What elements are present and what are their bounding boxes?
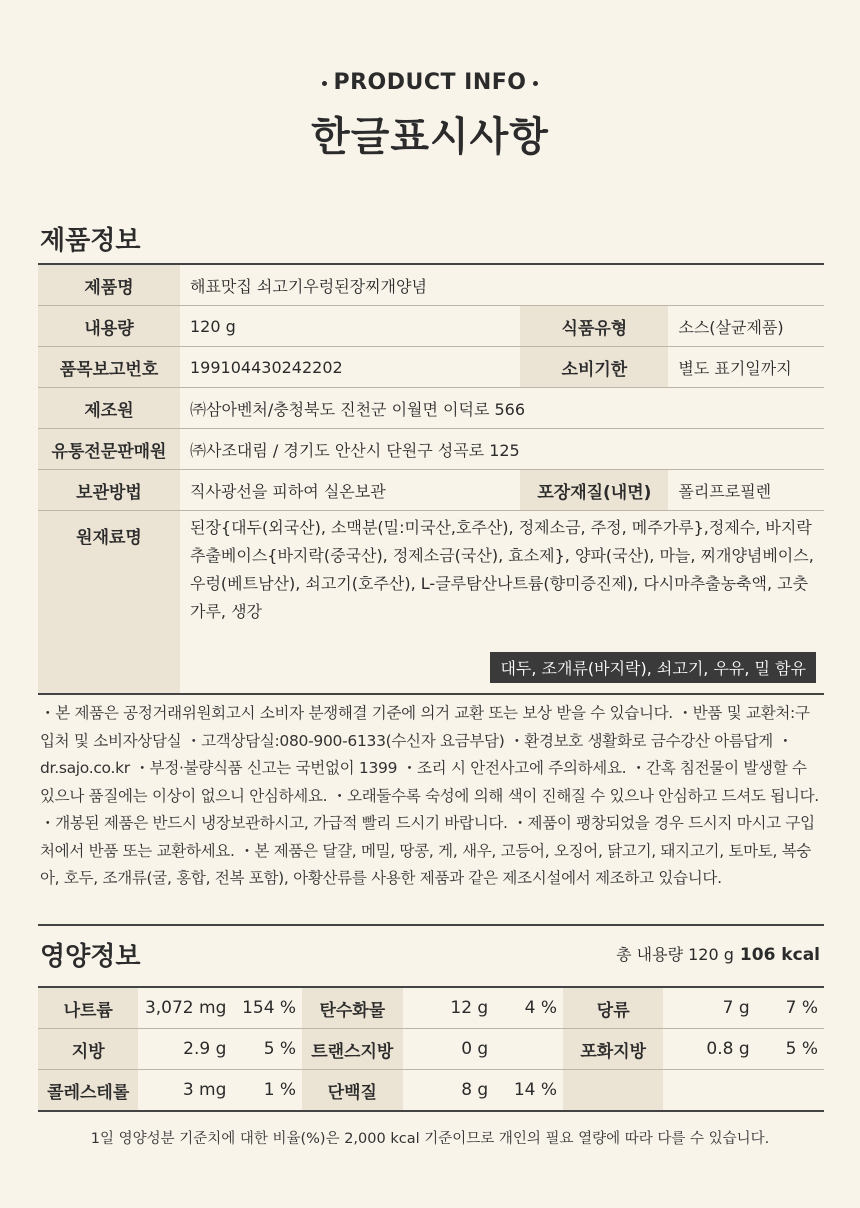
- distributor-value: ㈜사조대림 / 경기도 안산시 단원구 성곡로 125: [180, 429, 824, 470]
- nutrient-label: 단백질: [302, 1070, 402, 1112]
- nutrient-value: [663, 1070, 755, 1112]
- table-row: [38, 429, 824, 470]
- table-row: [38, 511, 824, 695]
- dot-icon: [533, 81, 538, 86]
- maker-label: 제조원: [38, 388, 180, 429]
- nutrition-table: [38, 986, 824, 1112]
- eyebrow-text: PRODUCT INFO: [333, 70, 527, 95]
- ingredients-value: 된장{대두(외국산), 소맥분(밀:미국산,호주산), 정제소금, 주정, 메주가루},정제수, 바지락추출베이스{바지락(중국산), 정제소금(국산), 효소제}, 양파(국산), 마늘, 찌개양념베이스, 우렁(베트남산), 쇠고기(호주산), L-글루탐산나트륨(향미증진제), 다시마추출농축액, 고춧가루, 생강: [190, 517, 814, 621]
- divider: [38, 924, 824, 926]
- table-row: [38, 347, 824, 388]
- product-info-table: [38, 263, 824, 695]
- nutrient-value: 3 mg: [182, 1080, 227, 1100]
- nutrient-pct: 7 %: [756, 987, 824, 1029]
- total-kcal: 106 kcal: [739, 945, 820, 965]
- volume-value: 120 g: [180, 306, 520, 347]
- nutrient-label: 트랜스지방: [302, 1029, 402, 1070]
- nutrient-pct: [494, 1029, 563, 1070]
- page-header: [0, 70, 860, 162]
- name-label: 제품명: [38, 264, 180, 306]
- nutrient-value: 0.8 g: [663, 1029, 755, 1070]
- table-row: [38, 1070, 824, 1112]
- table-row: [38, 470, 824, 511]
- ingredients-cell: [180, 511, 824, 695]
- notes-text: ・본 제품은 공정거래위원회고시 소비자 분쟁해결 기준에 의거 교환 또는 보상 받을 수 있습니다. ・반품 및 교환처:구입처 및 소비자상담실 ・고객상담실:080-900-6133(수신자 요금부담) ・환경보호 생활화로 금수강산 아름답게 ・dr.sajo.co.kr ・부정·불량식품 신고는 국번없이 1399 ・조리 시 안전사고에 주의하세요. ・간혹 침전물이 발생할 수 있으나 품질에는 이상이 없으니 안심하세요. ・오래둘수록 숙성에 의해 색이 진해질 수 있으나 안심하고 드셔도 됩니다. ・개봉된 제품은 반드시 냉장보관하시고, 가급적 빨리 드시기 바랍니다. ・제품이 팽창되었을 경우 드시지 마시고 구입처에서 반품 또는 교환하세요. ・본 제품은 달걀, 메밀, 땅콩, 게, 새우, 고등어, 오징어, 닭고기, 돼지고기, 토마토, 복숭아, 호두, 조개류(굴, 홍합, 전복 포함), 아황산류를 사용한 제품과 같은 제조시설에서 제조하고 있습니다.: [40, 704, 819, 887]
- eyebrow: [0, 70, 860, 95]
- dot-icon: [322, 81, 327, 86]
- nutrient-label: 지방: [38, 1029, 138, 1070]
- nutrient-pct: 14 %: [513, 1080, 558, 1100]
- product-info-heading: 제품정보: [40, 226, 141, 256]
- page-title: 한글표시사항: [311, 114, 549, 160]
- nutrient-label: 콜레스테롤: [38, 1070, 138, 1112]
- nutrition-heading: 영양정보: [40, 942, 141, 972]
- expiry-value: 별도 표기일까지: [668, 347, 824, 388]
- table-row: [38, 388, 824, 429]
- storage-value: 직사광선을 피하여 실온보관: [180, 470, 520, 511]
- nutrient-pct: 5 %: [756, 1029, 824, 1070]
- type-value: 소스(살균제품): [668, 306, 824, 347]
- nutrient-label: 당류: [563, 987, 663, 1029]
- nutrition-total: [616, 942, 820, 965]
- report-label: 품목보고번호: [38, 347, 180, 388]
- nutrient-value: 3,072 mg: [138, 987, 232, 1029]
- nutrient-label: 나트륨: [38, 987, 138, 1029]
- table-row: [38, 306, 824, 347]
- nutrient-pct: 1 %: [263, 1080, 297, 1100]
- nutrient-value: 12 g: [403, 987, 495, 1029]
- packaging-label: 포장재질(내면): [520, 470, 668, 511]
- nutrient-pct: [756, 1070, 824, 1112]
- storage-label: 보관방법: [38, 470, 180, 511]
- allergen-wrap: [190, 652, 816, 683]
- ingredients-label: 원재료명: [38, 511, 180, 695]
- report-value: 199104430242202: [180, 347, 520, 388]
- nutrient-label: 탄수화물: [302, 987, 402, 1029]
- allergen-badge: 대두, 조개류(바지락), 쇠고기, 우유, 밀 함유: [490, 652, 816, 683]
- nutrient-label: 포화지방: [563, 1029, 663, 1070]
- maker-value: ㈜삼아벤처/충청북도 진천군 이월면 이덕로 566: [180, 388, 824, 429]
- type-label: 식품유형: [520, 306, 668, 347]
- nutrient-value: 8 g: [461, 1080, 489, 1100]
- expiry-label: 소비기한: [520, 347, 668, 388]
- table-row: [38, 264, 824, 306]
- nutrient-pct: 154 %: [232, 987, 302, 1029]
- nutrient-pct: 5 %: [232, 1029, 302, 1070]
- distributor-label: 유통전문판매원: [38, 429, 180, 470]
- table-row: [38, 987, 824, 1029]
- volume-label: 내용량: [38, 306, 180, 347]
- table-row: [38, 1029, 824, 1070]
- nutrient-value: 0 g: [403, 1029, 495, 1070]
- nutrient-value: 7 g: [663, 987, 755, 1029]
- nutrient-value: 2.9 g: [138, 1029, 232, 1070]
- packaging-value: 폴리프로필렌: [668, 470, 824, 511]
- total-label: 총 내용량 120 g: [616, 945, 734, 964]
- nutrition-footnote: 1일 영양성분 기준치에 대한 비율(%)은 2,000 kcal 기준이므로 개인의 필요 열량에 따라 다를 수 있습니다.: [90, 1131, 770, 1147]
- nutrient-pct: 4 %: [494, 987, 563, 1029]
- nutrient-label: [563, 1070, 663, 1112]
- name-value: 해표맛집 쇠고기우렁된장찌개양념: [180, 264, 824, 306]
